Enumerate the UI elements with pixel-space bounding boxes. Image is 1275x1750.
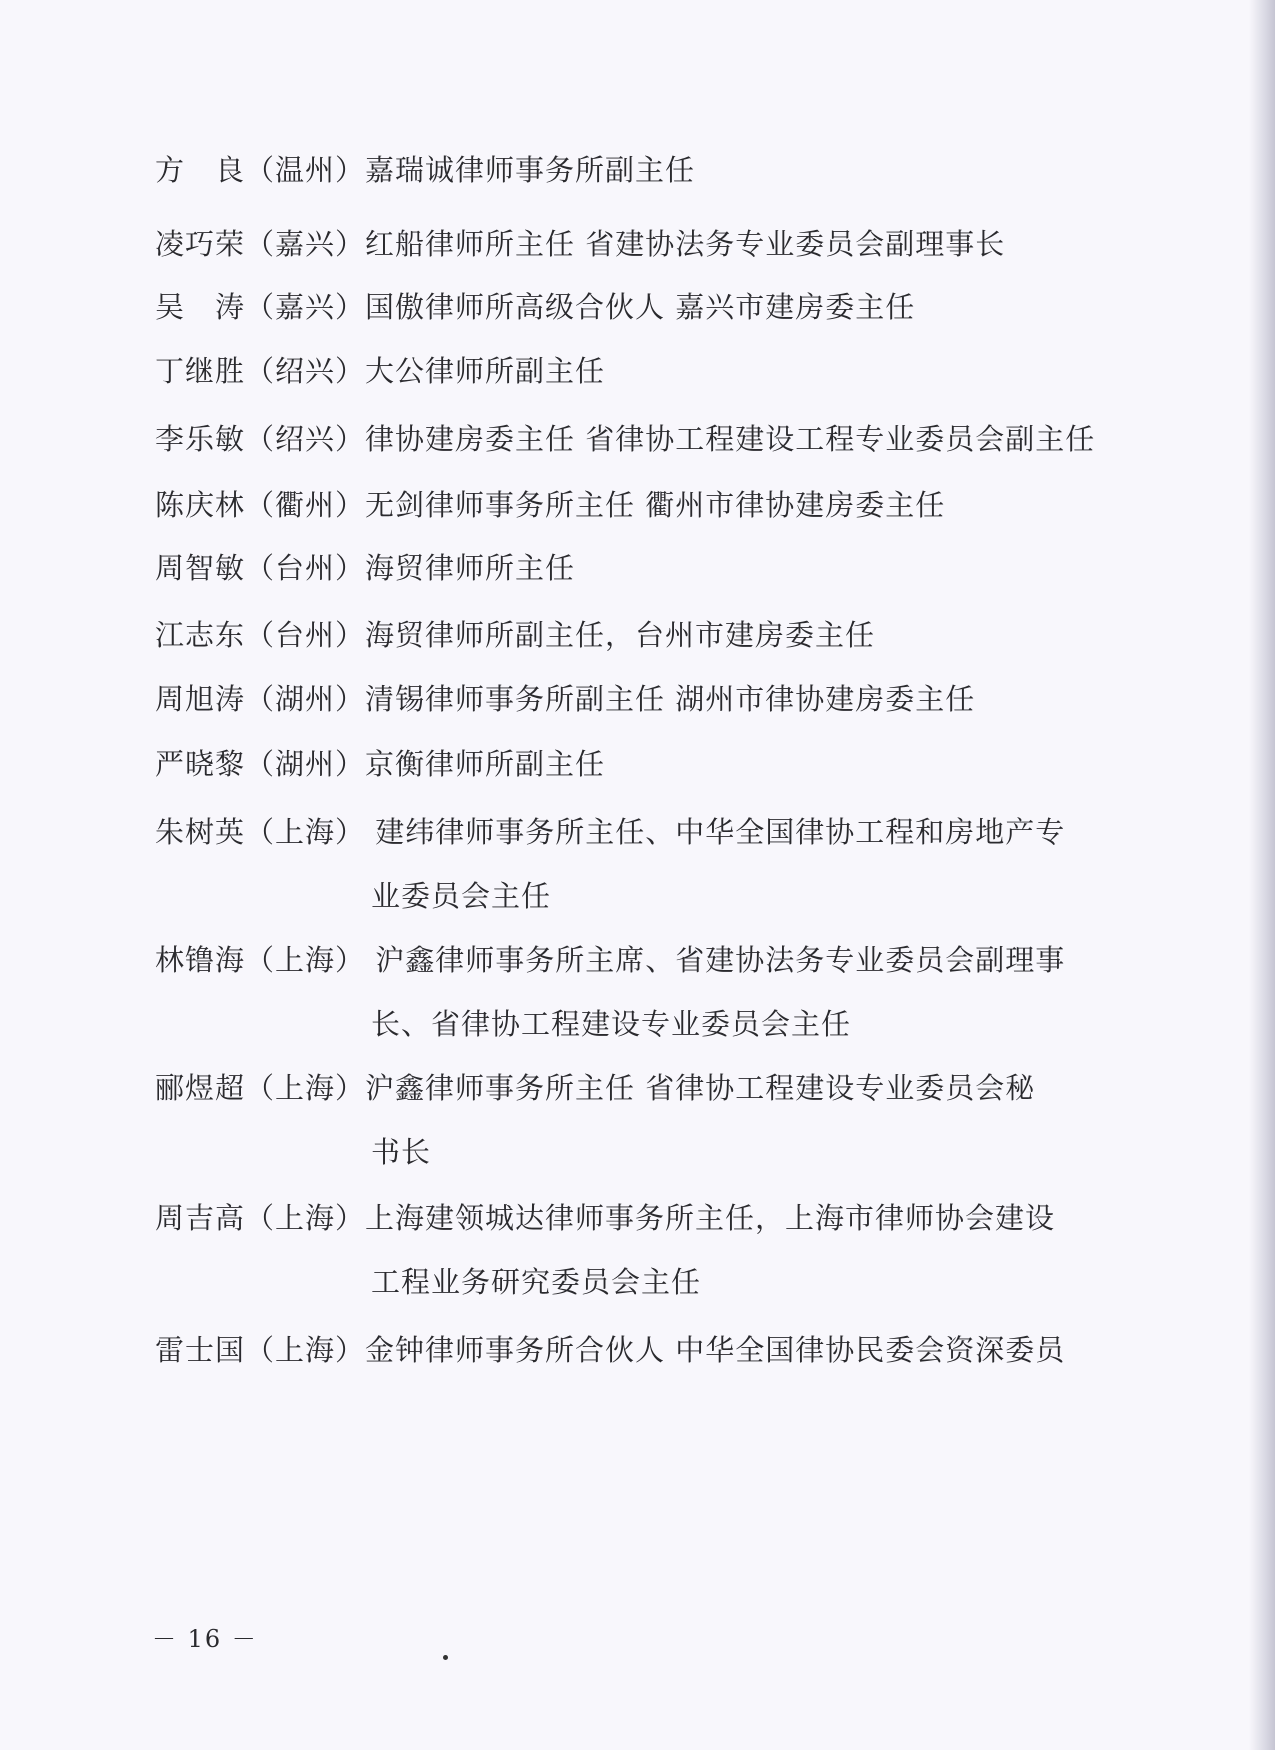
- page-edge-shadow: [1249, 0, 1275, 1750]
- entry-line-continued: 工程业务研究委员会主任: [371, 1265, 702, 1299]
- entry-lei-shiguo: [155, 1330, 1065, 1370]
- entry-line: 周智敏（台州）海贸律师所主任: [155, 551, 576, 585]
- entry-yan-xiaoli: [155, 744, 605, 784]
- entry-line: 陈庆林（衢州）无剑律师事务所主任 衢州市律协建房委主任: [155, 488, 946, 522]
- entry-line-continued: 长、省律协工程建设专业委员会主任: [371, 1007, 852, 1041]
- entry-ding-jisheng: [155, 351, 605, 391]
- entry-chen-qinglin: [155, 485, 945, 525]
- entry-ling-qiaorong: [155, 224, 1005, 264]
- entry-li-lemin: [155, 419, 1095, 459]
- entry-zhou-jigao: [155, 1198, 1055, 1302]
- entry-zhu-shuying: [155, 812, 1065, 916]
- entry-line: 吴 涛（嘉兴）国傲律师所高级合伙人 嘉兴市建房委主任: [155, 290, 916, 324]
- entry-wu-tao: [155, 287, 915, 327]
- entry-line: 郦煜超（上海）沪鑫律师事务所主任 省律协工程建设专业委员会秘: [155, 1071, 1036, 1105]
- entry-fang-liang: [155, 150, 695, 190]
- entry-line: 李乐敏（绍兴）律协建房委主任 省律协工程建设工程专业委员会副主任: [155, 422, 1096, 456]
- entry-line: 江志东（台州）海贸律师所副主任，台州市建房委主任: [155, 618, 876, 652]
- entry-li-yuchao: [155, 1068, 1035, 1172]
- entry-line: 丁继胜（绍兴）大公律师所副主任: [155, 354, 606, 388]
- entry-line: 周旭涛（湖州）清锡律师事务所副主任 湖州市律协建房委主任: [155, 682, 976, 716]
- entry-line: 林镥海（上海） 沪鑫律师事务所主席、省建协法务专业委员会副理事: [155, 943, 1066, 977]
- ink-dot: [443, 1655, 448, 1660]
- entry-line-continued: 业委员会主任: [371, 879, 552, 913]
- entry-line: 周吉高（上海）上海建领城达律师事务所主任，上海市律师协会建设: [155, 1201, 1056, 1235]
- entry-zhou-xutao: [155, 679, 975, 719]
- entry-line: 雷士国（上海）金钟律师事务所合伙人 中华全国律协民委会资深委员: [155, 1333, 1066, 1367]
- entry-line-continued: 书长: [371, 1135, 432, 1169]
- entry-lin-luhai: [155, 940, 1065, 1044]
- entry-jiang-zhidong: [155, 615, 875, 655]
- page-number: － 16 －: [152, 1625, 258, 1653]
- entry-line: 凌巧荣（嘉兴）红船律师所主任 省建协法务专业委员会副理事长: [155, 227, 1006, 261]
- entry-line: 朱树英（上海） 建纬律师事务所主任、中华全国律协工程和房地产专: [155, 815, 1066, 849]
- entry-line: 方 良（温州）嘉瑞诚律师事务所副主任: [155, 153, 696, 187]
- entry-zhou-zhimin: [155, 548, 575, 588]
- entry-line: 严晓黎（湖州）京衡律师所副主任: [155, 747, 606, 781]
